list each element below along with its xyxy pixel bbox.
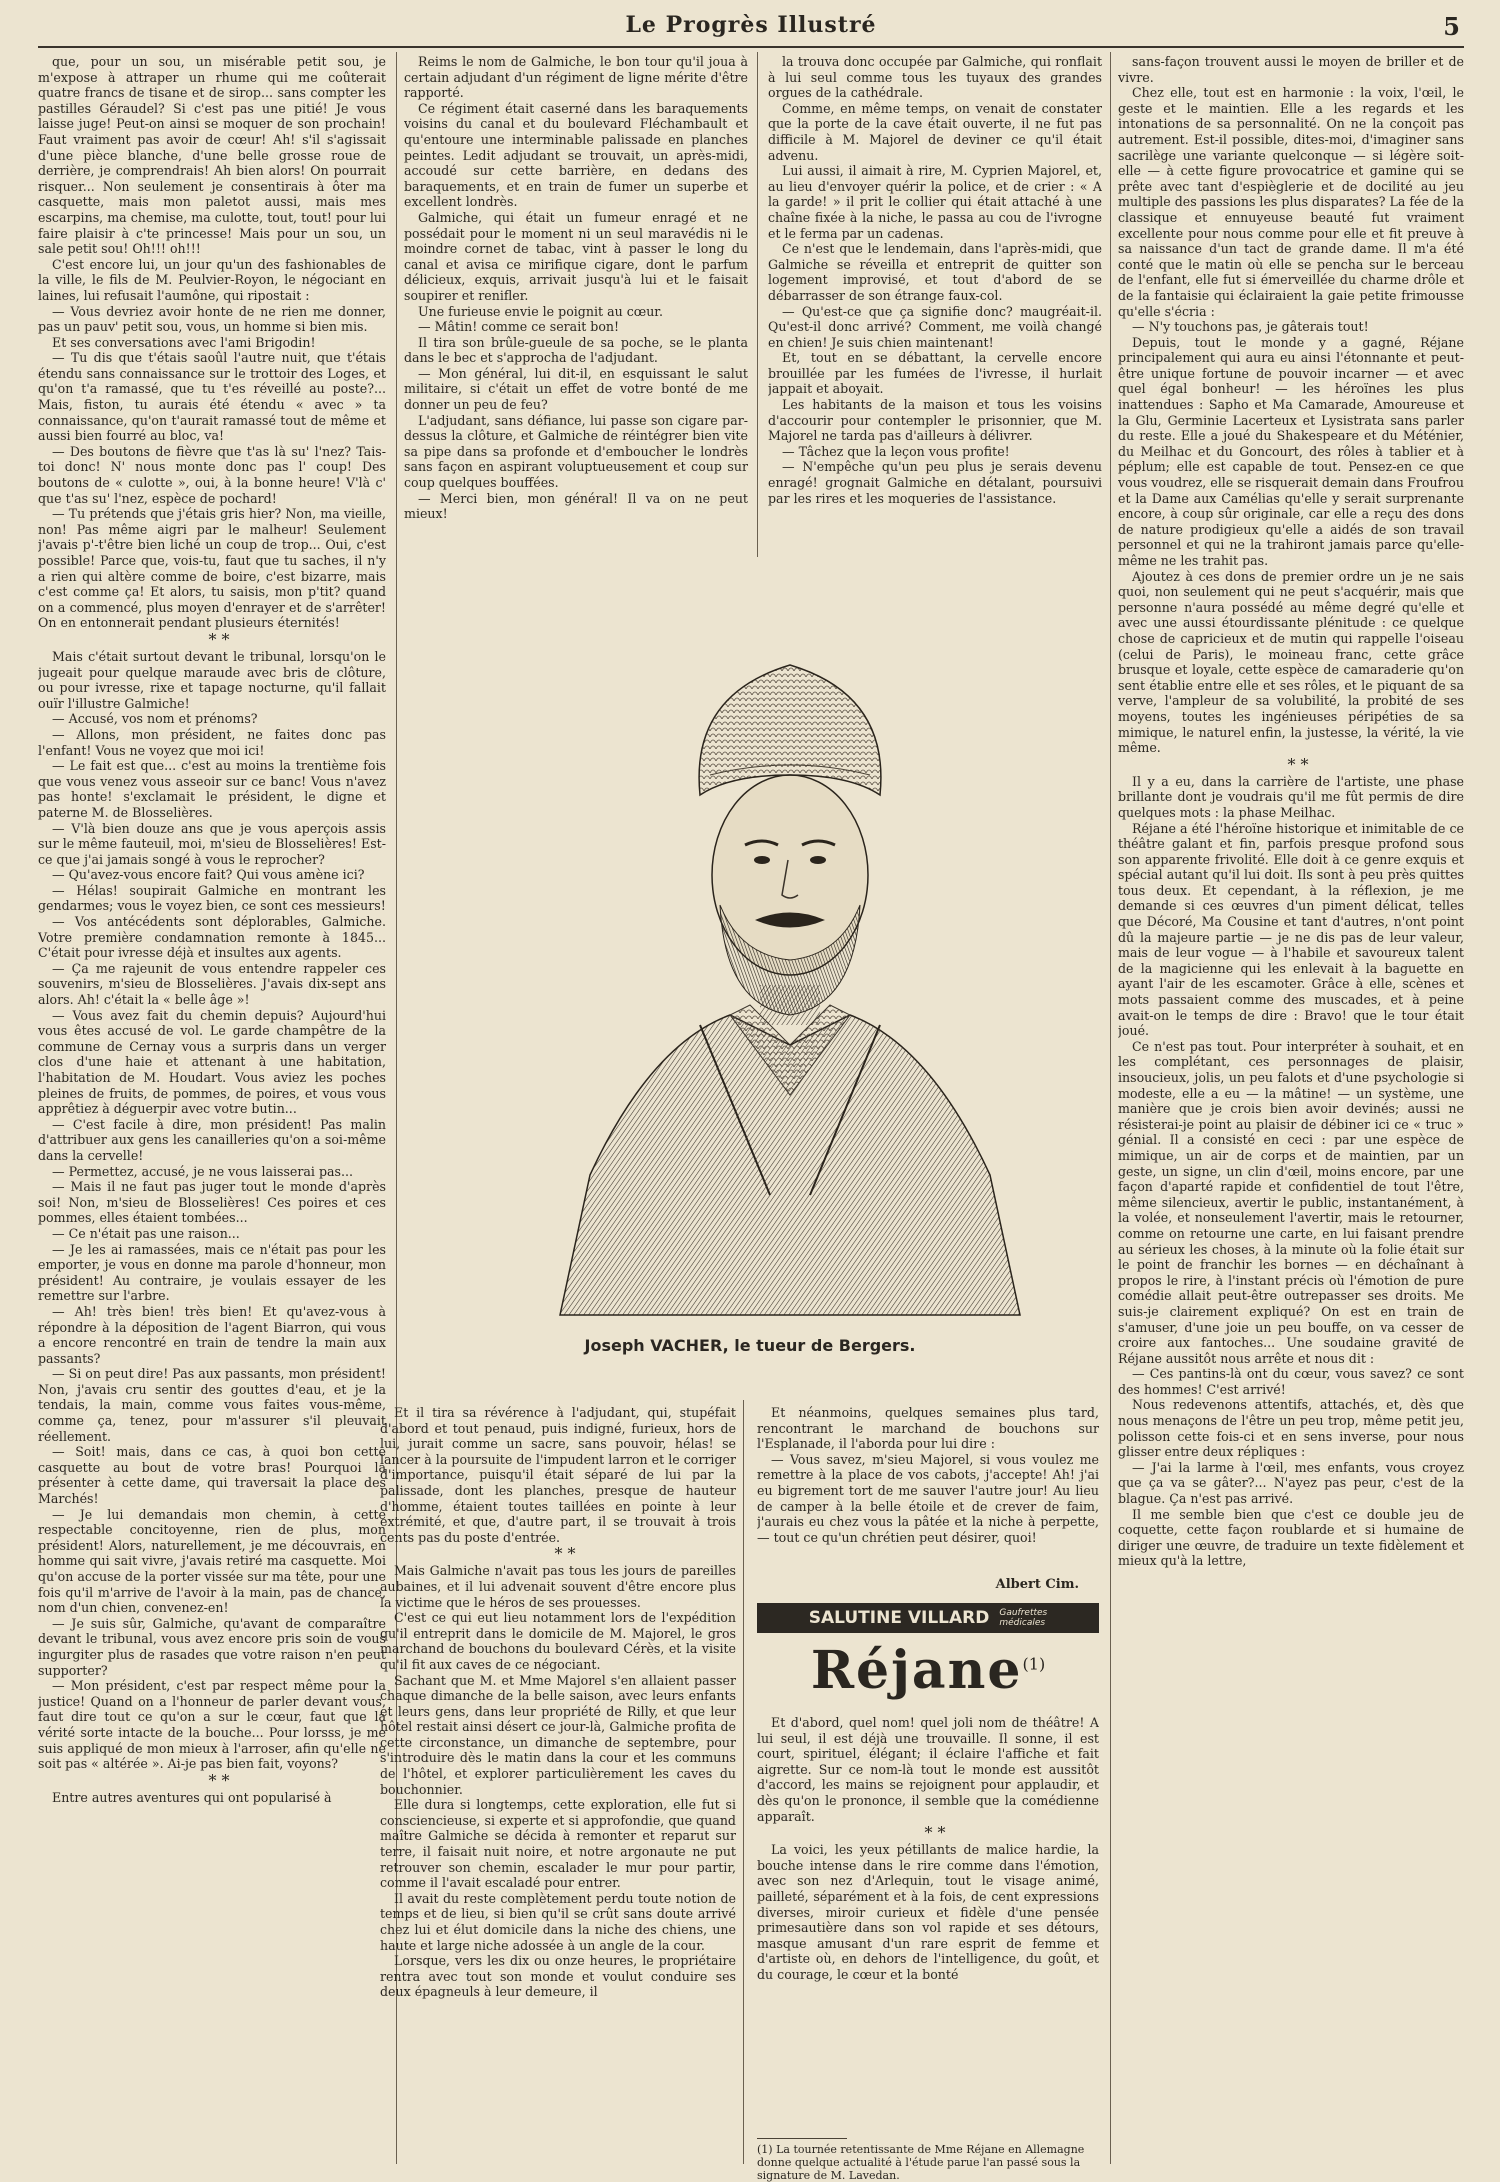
column-rule bbox=[757, 52, 758, 557]
paragraph: — Vos antécédents sont déplorables, Galmiche. Votre première condamnation remonte à 1845... C'était pour ivresse déjà et insultes aux agents. bbox=[38, 914, 386, 961]
portrait-caption: Joseph VACHER, le tueur de Bergers. bbox=[584, 1336, 916, 1355]
paragraph: Chez elle, tout est en harmonie : la voix, l'œil, le geste et le maintien. Elle a les regards et les intonations de sa personnalité. On ne la conçoit pas autrement. Est-il possible, dites-moi, d'imaginer sans sacrilège une variante quelconque — si légère soit-elle — à cette figure provocatrice et gamine qui se prête avec tant d'espièglerie et de docilité au jeu multiple des passions les plus disparates? La fée de la classique et ennuyeuse beauté fut vraiment excellente pour nous comme pour elle et fit preuve à sa naissance d'un tact de grande dame. Il m'a été conté que le matin où elle se pencha sur le berceau de l'enfant, elle fut si émerveillée du charme drôle et de la fantaisie qui éclairaient la gaie petite frimousse qu'elle s'écria : bbox=[1118, 85, 1464, 319]
paragraph: Depuis, tout le monde y a gagné, Réjane principalement qui aura eu ainsi l'étonnante et peut-être unique fortune de pouvoir incarner — et avec quel égal bonheur! — les héroïnes les plus inattendues : Sapho et Ma Camarade, Amoureuse et la Glu, Germinie Lacerteux et Lysistrata sans parler du reste. Elle a joué du Shakespeare et du Méténier, du Meilhac et du Goncourt, des rôles à tablier et à péplum; elle est capable de tout. Pensez-en ce que vous voudrez, elle se risquerait demain dans Froufrou et la Dame aux Camélias qu'elle y serait surprenante encore, à coup sûr originale, car elle a reçu des dons de nature prodigieux qu'elle a aidés de son travail personnel et qui ne la trahiront jamais parce qu'elle-même ne les trahit pas. bbox=[1118, 334, 1464, 568]
page-header bbox=[38, 8, 1464, 48]
section-separator: * * bbox=[554, 1544, 576, 1564]
paragraph: — Mâtin! comme ce serait bon! bbox=[418, 319, 620, 335]
paragraph: Mais Galmiche n'avait pas tous les jours de pareilles aubaines, et il lui advenait souvent d'être encore plus la victime que le héros de ses prouesses. bbox=[380, 1563, 736, 1610]
column-rule bbox=[1110, 52, 1111, 2164]
column-rule bbox=[743, 1400, 744, 2164]
article-column-2-top bbox=[404, 54, 748, 554]
paragraph: Réjane a été l'héroïne historique et inimitable de ce théâtre galant et fin, parfois presque profond sous son apparente frivolité. Elle doit à ce genre exquis et spécial autant qu'il lui doit. Ils sont à peu près quittes tous deux. Et cependant, à la réflexion, je me demande si ces œuvres d'un piment délicat, telles que Décoré, Ma Cousine et tant d'autres, n'ont point dû la majeure partie — je ne dis pas de leur valeur, mais de leur vogue — à l'habile et savoureux talent de la magicienne qui les enlevait à la baguette en ayant l'air de les escamoter. Grâce à elle, scènes et mots passaient comme des muscades, et à peine avait-on le temps de dire : Bravo! que le tour était joué. bbox=[1118, 820, 1464, 1039]
paragraph: Ce n'est que le lendemain, dans l'après-midi, que Galmiche se réveilla et entreprit de quitter son logement improvisé, et tout d'abord de se débarrasser de son étrange faux-col. bbox=[768, 241, 1102, 303]
article-column-1 bbox=[38, 54, 386, 2166]
paragraph: — N'empêche qu'un peu plus je serais devenu enragé! grognait Galmiche en détalant, poursuivi par les rires et les moqueries de l'assistance. bbox=[768, 459, 1102, 506]
paragraph: que, pour un sou, un misérable petit sou, je m'expose à attraper un rhume qui me coûterait quatre francs de tisane et de sirop... sans compter les pastilles Géraudel? Si c'est pas une pitié! Je vous laisse juge! Peut-on ainsi se moquer de son prochain! Faut vraiment pas avoir de cœur! Ah! s'il s'agissait d'une pièce blanche, d'une belle grosse roue de derrière, je comprendrais! Ah bien alors! On pourrait risquer... Non seulement je consentirais à ôter ma casquette, mais mon paletot aussi, mais mes escarpins, ma chemise, ma culotte, tout, tout! pour lui faire plaisir à c'te princesse! Mais pour un sou, un sale petit sou! Oh!!! oh!!! bbox=[38, 54, 386, 257]
article-column-3-top bbox=[768, 54, 1102, 554]
paragraph: Les habitants de la maison et tous les voisins d'accourir pour contempler le prisonnier, que M. Majorel ne tarda pas d'ailleurs à délivrer. bbox=[768, 397, 1102, 444]
footnote-text: (1) La tournée retentissante de Mme Réjane en Allemagne donne quelque actualité à l'étude parue l'an passé sous la signature de M. Lavedan. bbox=[757, 2143, 1085, 2182]
paragraph: Lui aussi, il aimait à rire, M. Cyprien Majorel, et, au lieu d'envoyer quérir la police, et de crier : « A la garde! » il prit le collier qui était attaché à une chaîne fixée à la niche, le passa au cou de l'ivrogne et le ferma par un cadenas. bbox=[768, 163, 1102, 241]
paragraph: — Ah! très bien! très bien! Et qu'avez-vous à répondre à la déposition de l'agent Biarron, qui vous a encore rencontré en train de tendre la main aux passants? bbox=[38, 1303, 386, 1366]
paragraph: — Le fait est que... c'est au moins la trentième fois que vous venez vous asseoir sur ce banc! Vous n'avez pas honte! s'exclamait le président, le digne et paterne M. de Blosselières. bbox=[38, 758, 386, 820]
paragraph: — Ça me rajeunit de vous entendre rappeler ces souvenirs, m'sieu de Blosselières. J'avais dix-sept ans alors. Ah! c'était la « belle âge »! bbox=[38, 960, 386, 1008]
paragraph: Elle dura si longtemps, cette exploration, elle fut si consciencieuse, si experte et si approfondie, que quand maître Galmiche se décida à remonter et reparut sur terre, il faisait nuit noire, et notre argonaute ne put retrouver son chemin, escalader le mur pour partir, comme il l'avait escaladé pour entrer. bbox=[380, 1797, 736, 1891]
paragraph: Il tira son brûle-gueule de sa poche, se le planta dans le bec et s'approcha de l'adjudant. bbox=[404, 334, 748, 366]
paragraph: — Vous devriez avoir honte de ne rien me donner, pas un pauv' petit sou, vous, un homme si bien mis. bbox=[38, 303, 386, 335]
paragraph: Ce n'est pas tout. Pour interpréter à souhait, et en les complétant, ces personnages de plaisir, insoucieux, jolis, un peu falots et d'une psychologie si modeste, elle a eu — la mâtine! — un système, une manière que je crois bien avoir devinés; aussi ne résisterai-je point au plaisir de débiner ici ce « truc » génial. Il a consisté en ceci : par une espèce de mimique, un air de corps et de maintien, par un geste, un signe, un clin d'œil, moins encore, par une façon d'aparté rapide et confidentiel de tout l'être, même silencieux, avertir le public, instantanément, à la volée, et nonseulement l'avertir, mais le retourner, comme on retourne une carte, en lui faisant prendre au sérieux les choses, à la minute où la folie était sur le point de franchir les bornes — en déchaînant à propos le rire, à l'instant précis où l'émotion de pure comédie allait peut-être outrepasser ses droits. Me suis-je clairement expliqué? On est en train de s'amuser, d'une joie un peu bouffe, on va cesser de croire aux fantoches... Une soudaine gravité de Réjane aussitôt nous arrête et nous dit : bbox=[1118, 1038, 1464, 1366]
paragraph: — N'y touchons pas, je gâterais tout! bbox=[1132, 319, 1369, 335]
paragraph: Entre autres aventures qui ont popularisé à bbox=[52, 1789, 332, 1805]
signature-block bbox=[757, 1577, 1099, 1592]
footnote-rule bbox=[757, 2138, 847, 2139]
article-column-2-bottom bbox=[380, 1405, 736, 2165]
paragraph: Reims le nom de Galmiche, le bon tour qu'il joua à certain adjudant d'un régiment de ligne mérite d'être rapporté. bbox=[404, 54, 748, 101]
paragraph: Et d'abord, quel nom! quel joli nom de théâtre! A lui seul, il est déjà une trouvaille. Il sonne, il est court, spirituel, élégant; il éclaire l'affiche et fait aigrette. Sur ce nom-là tout le monde est aussitôt d'accord, les mains se rejoignent pour applaudir, et dès qu'on le prononce, il semble que la comédienne apparaît. bbox=[757, 1715, 1099, 1824]
paragraph: — Tu dis que t'étais saoûl l'autre nuit, que t'étais étendu sans connaissance sur le trottoir des Loges, et qu'on t'a ramassé, que tu t'es réveillé au poste?... Mais, fiston, tu aurais été étendu « avec » ta connaissance, qu'on t'aurait ramassé tout de même et aussi bien fourré au bloc, va! bbox=[38, 350, 386, 444]
page-number: 5 bbox=[1443, 12, 1460, 41]
rejane-column-3 bbox=[757, 1715, 1099, 2130]
portrait-illustration bbox=[530, 575, 1050, 1335]
paragraph: — Mon général, lui dit-il, en esquissant le salut militaire, si c'était un effet de votre bonté de me donner un peu de feu? bbox=[404, 365, 748, 413]
paragraph: Ajoutez à ces dons de premier ordre un je ne sais quoi, non seulement qui ne peut s'acquérir, mais que personne n'aura possédé au même degré qu'elle et avec une aussi étourdissante plénitude : ce quelque chose de capricieux et de mutin qui rappelle l'oiseau (celui de Paris), le moineau franc, cette grâce brusque et loyale, cette espèce de camaraderie qu'on sent établie entre elle et ses rôles, et le piquant de sa verve, l'ampleur de sa volubilité, la probité de ses moyens, toutes les ingénieuses péripéties de sa mimique, le naturel enfin, la justesse, la vérité, la vie même. bbox=[1118, 568, 1464, 756]
paragraph: Et néanmoins, quelques semaines plus tard, rencontrant le marchand de bouchons sur l'Esplanade, il l'aborda pour lui dire : bbox=[757, 1405, 1099, 1452]
author-signature: Albert Cim. bbox=[995, 1577, 1079, 1592]
paragraph: La voici, les yeux pétillants de malice hardie, la bouche intense dans le rire comme dans l'émotion, avec son nez d'Arlequin, tout le visage animé, pailleté, séparément et à la fois, de cent expressions diverses, miroir curieux et fidèle d'une pensée primesautière dans son vol rapide et ses détours, masque amusant d'un rare esprit de femme et d'artiste où, en dehors de l'intelligence, du goût, et du courage, le cœur et la bonté bbox=[757, 1842, 1099, 1982]
paragraph: — Je lui demandais mon chemin, à cette respectable concitoyenne, rien de plus, mon président! Alors, naturellement, je me découvrais, en homme qui sait vivre, j'avais retiré ma casquette. Moi qu'on accuse de la porter vissée sur ma tête, pour une fois qu'il m'arrive de l'avoir à la main, pas de chance, nom d'un chien, convenez-en! bbox=[38, 1506, 386, 1616]
paragraph: — Qu'est-ce que ça signifie donc? maugréait-il. Qu'est-il donc arrivé? Comment, me voilà changé en chien! Je suis chien maintenant! bbox=[768, 303, 1102, 350]
paragraph: — Si on peut dire! Pas aux passants, mon président! Non, j'avais cru sentir des gouttes d'eau, et je la tendais, la main, comme vous faites vous-même, comme ça, tenez, pour m'assurer s'il pleuvait réellement. bbox=[38, 1366, 386, 1444]
ad-note: Gaufrettes médicales bbox=[999, 1608, 1048, 1628]
paragraph: — Je les ai ramassées, mais ce n'était pas pour les emporter, je vous en donne ma parole d'honneur, mon président! Au contraire, je voulais essayer de les remettre sur l'arbre. bbox=[38, 1241, 386, 1304]
paragraph: la trouva donc occupée par Galmiche, qui ronflait à lui seul comme tous les tuyaux des grandes orgues de la cathédrale. bbox=[768, 54, 1102, 101]
paragraph: — Ces pantins-là ont du cœur, vous savez? ce sont des hommes! C'est arrivé! bbox=[1118, 1366, 1464, 1397]
paragraph: — Mon président, c'est par respect même pour la justice! Quand on a l'honneur de parler devant vous, faut dire tout ce qu'on a sur le cœur, faut que la vérité sorte intacte de la bouche... Pour lorsss, je me suis appliqué de mon mieux à l'arroser, afin qu'elle ne soit pas « altérée ». Ai-je pas bien fait, voyons? bbox=[38, 1678, 386, 1772]
paragraph: Et il tira sa révérence à l'adjudant, qui, stupéfait d'abord et tout penaud, puis indigné, furieux, hors de lui, jurait comme un sacre, sans pouvoir, hélas! se lancer à la poursuite de l'impudent larron et le corriger d'importance, puisqu'il était séparé de lui par la palissade, dont les planches, presque de hauteur d'homme, étaient toutes taillées en pointe à leur extrémité, et que, d'autre part, il se trouvait à trois cents pas du poste d'entrée. bbox=[380, 1405, 736, 1545]
paragraph: Une furieuse envie le poignit au cœur. bbox=[418, 303, 663, 319]
paragraph: — V'là bien douze ans que je vous aperçois assis sur le même fauteuil, moi, m'sieu de Blosselières! Est-ce que j'ai jamais songé à vous le reprocher? bbox=[38, 820, 386, 867]
paragraph: Lorsque, vers les dix ou onze heures, le propriétaire rentra avec tout son monde et voulut conduire ses deux épagneuls à leur demeure, il bbox=[380, 1953, 736, 2000]
paragraph: Et, tout en se débattant, la cervelle encore brouillée par les fumées de l'ivresse, il hurlait jappait et aboyait. bbox=[768, 350, 1102, 397]
paragraph: — Mais il ne faut pas juger tout le monde d'après soi! Non, m'sieu de Blosselières! Ces poires et ces pommes, elles étaient tombées... bbox=[38, 1179, 386, 1226]
ad-brand: SALUTINE VILLARD bbox=[808, 1608, 990, 1628]
portrait-engraving bbox=[530, 575, 1050, 1335]
paragraph: — Vous avez fait du chemin depuis? Aujourd'hui vous êtes accusé de vol. Le garde champêtre de la commune de Cernay vous a surpris dans un verger clos d'une haie et attenant à une habitation, l'habitation de M. Houdart. Vous aviez les poches pleines de fruits, de pommes, de poires, et vous vous apprêtiez à déguerpir avec votre butin... bbox=[38, 1007, 386, 1117]
footnote-mark: (1) bbox=[1022, 1654, 1046, 1674]
rejane-column-4 bbox=[1118, 54, 1464, 2166]
paragraph: C'est ce qui eut lieu notamment lors de l'expédition qu'il entreprit dans le domicile de M. Majorel, le gros marchand de bouchons du boulevard Cérès, et la visite qu'il fit aux caves de ce négociant. bbox=[380, 1610, 736, 1672]
paragraph: Sachant que M. et Mme Majorel s'en allaient passer chaque dimanche de la belle saison, avec leurs enfants et leurs gens, dans leur propriété de Rilly, et que leur hôtel restait ainsi désert ce jour-là, Galmiche profita de cette circonstance, un dimanche de septembre, pour s'introduire dès le matin dans la cour et les communs de l'hôtel, et explorer particulièrement les caves du bouchonnier. bbox=[380, 1672, 736, 1797]
paragraph: — Allons, mon président, ne faites donc pas l'enfant! Vous ne voyez que moi ici! bbox=[38, 726, 386, 758]
paragraph: — Soit! mais, dans ce cas, à quoi bon cette casquette au bout de votre bras! Pourquoi la présenter à cette dame, qui traversait la place des Marchés! bbox=[38, 1444, 386, 1507]
paragraph: — Des boutons de fièvre que t'as là su' l'nez? Tais-toi donc! N' nous monte donc pas l' coup! Des boutons de « culotte », oui, à la bonne heure! V'là c' que t'as su' l'nez, espèce de pochard! bbox=[38, 443, 386, 506]
paragraph: Il me semble bien que c'est ce double jeu de coquette, cette façon roublarde et si humaine de diriger une œuvre, de traduire un texte fidèlement et mieux qu'à la lettre, bbox=[1118, 1506, 1464, 1569]
section-separator: * * bbox=[208, 629, 230, 649]
paragraph: — C'est facile à dire, mon président! Pas malin d'attribuer aux gens les canailleries qu'on a soi-même dans la cervelle! bbox=[38, 1116, 386, 1163]
footnote-block bbox=[757, 2132, 1099, 2182]
advertisement-banner bbox=[757, 1603, 1099, 1633]
paragraph: C'est encore lui, un jour qu'un des fashionables de la ville, le fils de M. Peulvier-Royon, le négociant en laines, lui refusait l'aumône, qui ripostait : bbox=[38, 256, 386, 303]
section-separator: * * bbox=[208, 1770, 230, 1790]
paragraph: — Tu prétends que j'étais gris hier? Non, ma vieille, non! Pas même aigri par le malheur! Seulement j'avais p'-t'être bien liché un coup de trop... Oui, c'est possible! Parce que, vois-tu, faut que tu saches, il n'y a rien qui altère comme de boire, c'est bizarre, mais c'est comme ça! Et alors, tu saisis, mon p'tit? quand on a commencé, plus moyen d'enrayer et de s'arrêter! On en entonnerait pendant plusieurs éternités! bbox=[38, 506, 386, 631]
paragraph: Mais c'était surtout devant le tribunal, lorsqu'on le jugeait pour quelque maraude avec bris de clôture, ou pour ivresse, rixe et tapage nocturne, qu'il fallait ouïr l'illustre Galmiche! bbox=[38, 648, 386, 711]
newspaper-title: Le Progrès Illustré bbox=[625, 12, 877, 38]
paragraph: L'adjudant, sans défiance, lui passe son cigare par-dessus la clôture, et Galmiche de réintégrer bien vite sa pipe dans sa profonde et d'emboucher le londrès sans façon en aspirant voluptueusement et coup sur coup quelques bouffées. bbox=[404, 412, 748, 491]
paragraph: — Ce n'était pas une raison... bbox=[52, 1225, 240, 1241]
rejane-title: Réjane$^{(1)}$ bbox=[810, 1640, 1046, 1701]
paragraph: Nous redevenons attentifs, attachés, et, dès que nous menaçons de l'être un peu trop, même petit jeu, polisson cette fois-ci et en sens inverse, pour nous glisser entre deux répliques : bbox=[1118, 1397, 1464, 1460]
paragraph: — Permettez, accusé, je ne vous laisserai pas... bbox=[52, 1163, 353, 1179]
paragraph: — J'ai la larme à l'œil, mes enfants, vous croyez que ça va se gâter?... N'ayez pas peur, c'est de la blague. Ça n'est pas arrivé. bbox=[1118, 1459, 1464, 1507]
section-separator: * * bbox=[1287, 754, 1309, 774]
section-separator: * * bbox=[924, 1823, 946, 1843]
paragraph: — Accusé, vos nom et prénoms? bbox=[52, 711, 258, 727]
paragraph: sans-façon trouvent aussi le moyen de briller et de vivre. bbox=[1118, 54, 1464, 85]
paragraph: — Hélas! soupirait Galmiche en montrant les gendarmes; vous le voyez bien, ce sont ces messieurs! bbox=[38, 882, 386, 914]
paragraph: — Tâchez que la leçon vous profite! bbox=[782, 443, 1010, 459]
paragraph: — Je suis sûr, Galmiche, qu'avant de comparaître devant le tribunal, vous avez encore pris soin de vous ingurgiter plus de rasades que votre raison n'en peut supporter? bbox=[38, 1615, 386, 1678]
paragraph: Comme, en même temps, on venait de constater que la porte de la cave était ouverte, il ne fut pas difficile à M. Majorel de deviner ce qu'il était advenu. bbox=[768, 100, 1102, 163]
paragraph: Ce régiment était caserné dans les baraquements voisins du canal et du boulevard Fléchambault et qu'entoure une interminable palissade en planches peintes. Ledit adjudant se trouvait, un après-midi, accoudé sur cette barrière, en dedans des baraquements, et en train de fumer un superbe et excellent londrès. bbox=[404, 100, 748, 210]
paragraph: — Vous savez, m'sieu Majorel, si vous voulez me remettre à la place de vos cabots, j'accepte! Ah! j'ai eu bigrement tort de me sauver l'autre jour! Au lieu de camper à la belle étoile et de crever de faim, j'aurais eu chez vous la pâtée et la niche à perpette, — tout ce qu'un chrétien peut désirer, quoi! bbox=[757, 1451, 1099, 1545]
paragraph: Galmiche, qui était un fumeur enragé et ne possédait pour le moment ni un seul maravédis ni le moindre cornet de tabac, vint à passer le long du canal et avisa ce mirifique cigare, dont le parfum délicieux, exquis, arrivait jusqu'à lui et le faisait soupirer et renifler. bbox=[404, 209, 748, 303]
paragraph: Et ses conversations avec l'ami Brigodin! bbox=[52, 334, 316, 350]
paragraph: Il avait du reste complètement perdu toute notion de temps et de lieu, si bien qu'il se crût sans doute arrivé chez lui et élut domicile dans la niche des chiens, une haute et large niche adossée à un angle de la cour. bbox=[380, 1890, 736, 1953]
article-column-3-bottom bbox=[757, 1405, 1099, 1575]
paragraph: — Qu'avez-vous encore fait? Qui vous amène ici? bbox=[52, 867, 365, 883]
paragraph: — Merci bien, mon général! Il va on ne peut mieux! bbox=[404, 490, 748, 522]
paragraph: Il y a eu, dans la carrière de l'artiste, une phase brillante dont je voudrais qu'il me fût permis de dire quelques mots : la phase Meilhac. bbox=[1118, 773, 1464, 820]
